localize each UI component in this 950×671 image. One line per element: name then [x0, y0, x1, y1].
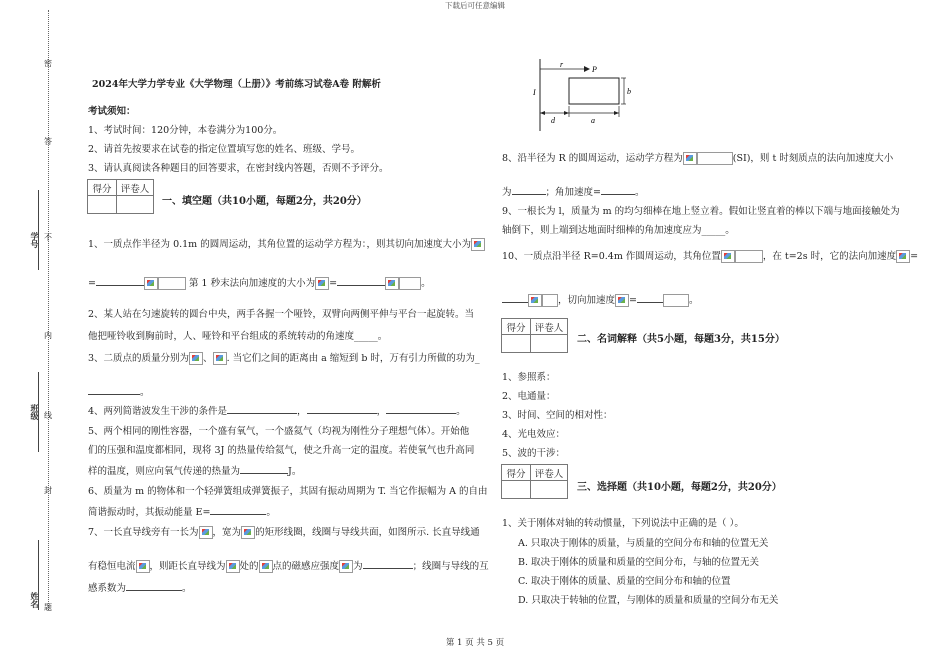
- answer-blank[interactable]: [512, 184, 546, 195]
- label-r: r: [560, 60, 564, 69]
- grader-label: 评卷人: [117, 180, 154, 196]
- answer-blank[interactable]: [637, 292, 663, 303]
- score-cell[interactable]: [502, 335, 531, 353]
- choice-question-1: 1、关于刚体对轴的转动惯量，下列说法中正确的是（ ）。: [502, 518, 744, 529]
- question-6-line1: 6、质量为 m 的物体和一个轻弹簧组成弹簧振子，其固有振动周期为 T. 当它作振幅为 A 的自由: [88, 486, 488, 497]
- formula-image-icon: [471, 238, 485, 251]
- class-field[interactable]: [38, 372, 39, 452]
- notice-item: 2、请首先按要求在试卷的指定位置填写您的姓名、班级、学号。: [88, 144, 361, 155]
- seal-mark-feng: 封: [44, 486, 52, 495]
- answer-blank[interactable]: [240, 463, 288, 474]
- name-field[interactable]: [38, 540, 39, 610]
- seal-mark-ti: 题: [44, 603, 52, 612]
- question-2-line1: 2、某人站在匀速旋转的圆台中央，两手各握一个哑铃，双臂向两侧平伸与平台一起旋转。当: [88, 309, 475, 320]
- formula-image-icon: [315, 277, 329, 290]
- score-box: [501, 464, 568, 499]
- page-footer: 第 1 页 共 5 页: [445, 638, 505, 648]
- formula-image-icon: [213, 352, 227, 365]
- answer-blank[interactable]: [601, 184, 635, 195]
- header-note: 下载后可任意编辑: [445, 1, 505, 10]
- answer-blank[interactable]: [96, 275, 144, 286]
- choice-option-d[interactable]: D. 只取决于转轴的位置，与刚体的质量和质量的空间分布无关: [518, 595, 779, 606]
- notice-heading: 考试须知：: [88, 106, 136, 117]
- seal-mark-xian: 线: [44, 411, 52, 420]
- section3-heading: 三、选择题（共10小题，每题2分，共20分）: [577, 482, 782, 493]
- score-cell[interactable]: [88, 196, 117, 214]
- question-5-line2: 们的压强和温度都相同，现将 3J 的热量传给氦气，使之升高一定的温度。若使氧气也升高同: [88, 445, 475, 456]
- class-label: 班级: [30, 404, 40, 420]
- student-id-field[interactable]: [38, 190, 39, 270]
- grader-cell[interactable]: [117, 196, 154, 214]
- formula-image-icon: [721, 250, 735, 263]
- label-d: d: [551, 116, 555, 125]
- formula-image-icon: [189, 352, 203, 365]
- score-box: [87, 179, 154, 214]
- label-p: P: [592, 65, 597, 74]
- question-1-line1: 1、一质点作半径为 0.1m 的圆周运动，其角位置的运动学方程为：，则其切向加速度大小为: [88, 238, 485, 251]
- answer-blank[interactable]: [502, 292, 528, 303]
- term-item: 4、光电效应：: [502, 429, 566, 440]
- label-current: I: [533, 88, 536, 97]
- name-label: 姓名: [30, 592, 40, 608]
- dim-arrowhead: [614, 111, 619, 115]
- answer-blank[interactable]: [126, 580, 182, 591]
- formula-image-icon: [144, 277, 158, 290]
- seal-mark-da: 答: [44, 137, 52, 146]
- formula-image-icon: [528, 294, 542, 307]
- term-item: 2、电通量：: [502, 391, 556, 402]
- answer-blank[interactable]: [307, 403, 377, 414]
- seal-dotted-line: [48, 10, 49, 610]
- formula-image-icon: [259, 560, 273, 573]
- grader-label: 评卷人: [531, 319, 568, 335]
- grader-cell[interactable]: [531, 335, 568, 353]
- formula-box: [735, 250, 763, 263]
- page-title: 2024年大学力学专业《大学物理（上册）》考前练习试卷A卷 附解析: [92, 79, 381, 90]
- question-10-line2: ，切向加速度 = 。: [502, 292, 699, 307]
- question-7-line2: 有稳恒电流 ，则距长直导线为 处的 点的磁感应强度 为 ；线圈与导线的互: [88, 558, 489, 573]
- wire-loop-figure: [532, 55, 642, 133]
- formula-box: [697, 152, 733, 165]
- formula-image-icon: [683, 152, 697, 165]
- grader-label: 评卷人: [531, 465, 568, 481]
- formula-image-icon: [136, 560, 150, 573]
- question-1-line2: = 第 1 秒末法向加速度的大小为 = 。: [88, 275, 431, 290]
- choice-option-a[interactable]: A. 只取决于刚体的质量，与质量的空间分布和轴的位置无关: [518, 538, 769, 549]
- notice-item: 1、考试时间：120分钟，本卷满分为100分。: [88, 125, 283, 136]
- formula-image-icon: [339, 560, 353, 573]
- question-7-line1: 7、一长直导线旁有一长为 ，宽为 的矩形线圈，线圈与导线共面，如图所示. 长直导线通: [88, 527, 480, 538]
- seal-mark-bu: 不: [44, 233, 52, 242]
- label-a: a: [591, 116, 595, 125]
- seal-mark-nei: 内: [44, 331, 52, 340]
- formula-image-icon: [199, 526, 213, 539]
- seal-mark-mi: 密: [44, 59, 52, 68]
- grader-cell[interactable]: [531, 481, 568, 499]
- question-8-line1: 8、沿半径为 R 的圆周运动，运动学方程为 (SI)，则 t 时刻质点的法向加速度大小: [502, 153, 894, 164]
- question-3-line1: 3、二质点的质量分别为 、 . 当它们之间的距离由 a 缩短到 b 时，万有引力所做的功为_: [88, 353, 480, 364]
- question-3-line2: 。: [88, 384, 150, 399]
- question-7-line3: 感系数为 。: [88, 580, 192, 595]
- term-item: 3、时间、空间的相对性：: [502, 410, 613, 421]
- score-label: 得分: [502, 465, 531, 481]
- formula-image-icon: [896, 250, 910, 263]
- formula-image-icon: [226, 560, 240, 573]
- question-6-line2: 简谐振动时，其振动能量 E= 。: [88, 504, 276, 519]
- formula-box: [158, 277, 186, 290]
- choice-option-b[interactable]: B. 取决于刚体的质量和质量的空间分布，与轴的位置无关: [518, 557, 760, 568]
- question-8-line2: 为 ；角加速度= 。: [502, 184, 645, 199]
- choice-option-c[interactable]: C. 取决于刚体的质量、质量的空间分布和轴的位置: [518, 576, 731, 587]
- formula-box: [542, 294, 558, 307]
- student-id-label: 学号: [30, 232, 40, 248]
- question-9-line1: 9、一根长为 l，质量为 m 的均匀细棒在地上竖立着。假如让竖直着的棒以下端与地面接触处为: [502, 206, 900, 217]
- question-9-line2: 轴倒下，则上端到达地面时细棒的角加速度应为_____。: [502, 225, 735, 236]
- score-label: 得分: [88, 180, 117, 196]
- question-5-line3: 样的温度，则应向氧气传递的热量为 J。: [88, 463, 301, 478]
- answer-blank[interactable]: [210, 504, 266, 515]
- term-item: 5、波的干涉：: [502, 448, 566, 459]
- score-cell[interactable]: [502, 481, 531, 499]
- label-b: b: [627, 87, 631, 96]
- formula-image-icon: [615, 294, 629, 307]
- answer-blank[interactable]: [227, 403, 297, 414]
- dim-arrowhead: [564, 111, 569, 115]
- section1-heading: 一、填空题（共10小题，每题2分，共20分）: [162, 196, 367, 207]
- question-2-line2: 他把哑铃收到胸前时，人、哑铃和平台组成的系统转动的角速度_____。: [88, 331, 388, 342]
- r-arrowhead: [584, 66, 590, 72]
- question-4: 4、两列简谐波发生干涉的条件是 ， ， 。: [88, 403, 466, 418]
- formula-box: [399, 277, 421, 290]
- notice-item: 3、请认真阅读各种题目的回答要求，在密封线内答题，否则不予评分。: [88, 163, 389, 174]
- formula-box: [663, 294, 689, 307]
- answer-blank[interactable]: [88, 384, 140, 395]
- question-10-line1: 10、一质点沿半径 R=0.4m 作圆周运动，其角位置 ，在 t=2s 时，它的法向加速度 =: [502, 251, 919, 262]
- formula-image-icon: [241, 526, 255, 539]
- question-5-line1: 5、两个相同的刚性容器，一个盛有氧气，一个盛氦气（均视为刚性分子理想气体）。开始他: [88, 426, 470, 437]
- formula-image-icon: [385, 277, 399, 290]
- rectangular-loop: [569, 78, 619, 104]
- term-item: 1、参照系：: [502, 372, 556, 383]
- answer-blank[interactable]: [363, 558, 413, 569]
- answer-blank[interactable]: [386, 403, 456, 414]
- section2-heading: 二、名词解释（共5小题，每题3分，共15分）: [577, 334, 785, 345]
- dim-arrowhead: [540, 111, 545, 115]
- score-box: [501, 318, 568, 353]
- answer-blank[interactable]: [337, 275, 385, 286]
- score-label: 得分: [502, 319, 531, 335]
